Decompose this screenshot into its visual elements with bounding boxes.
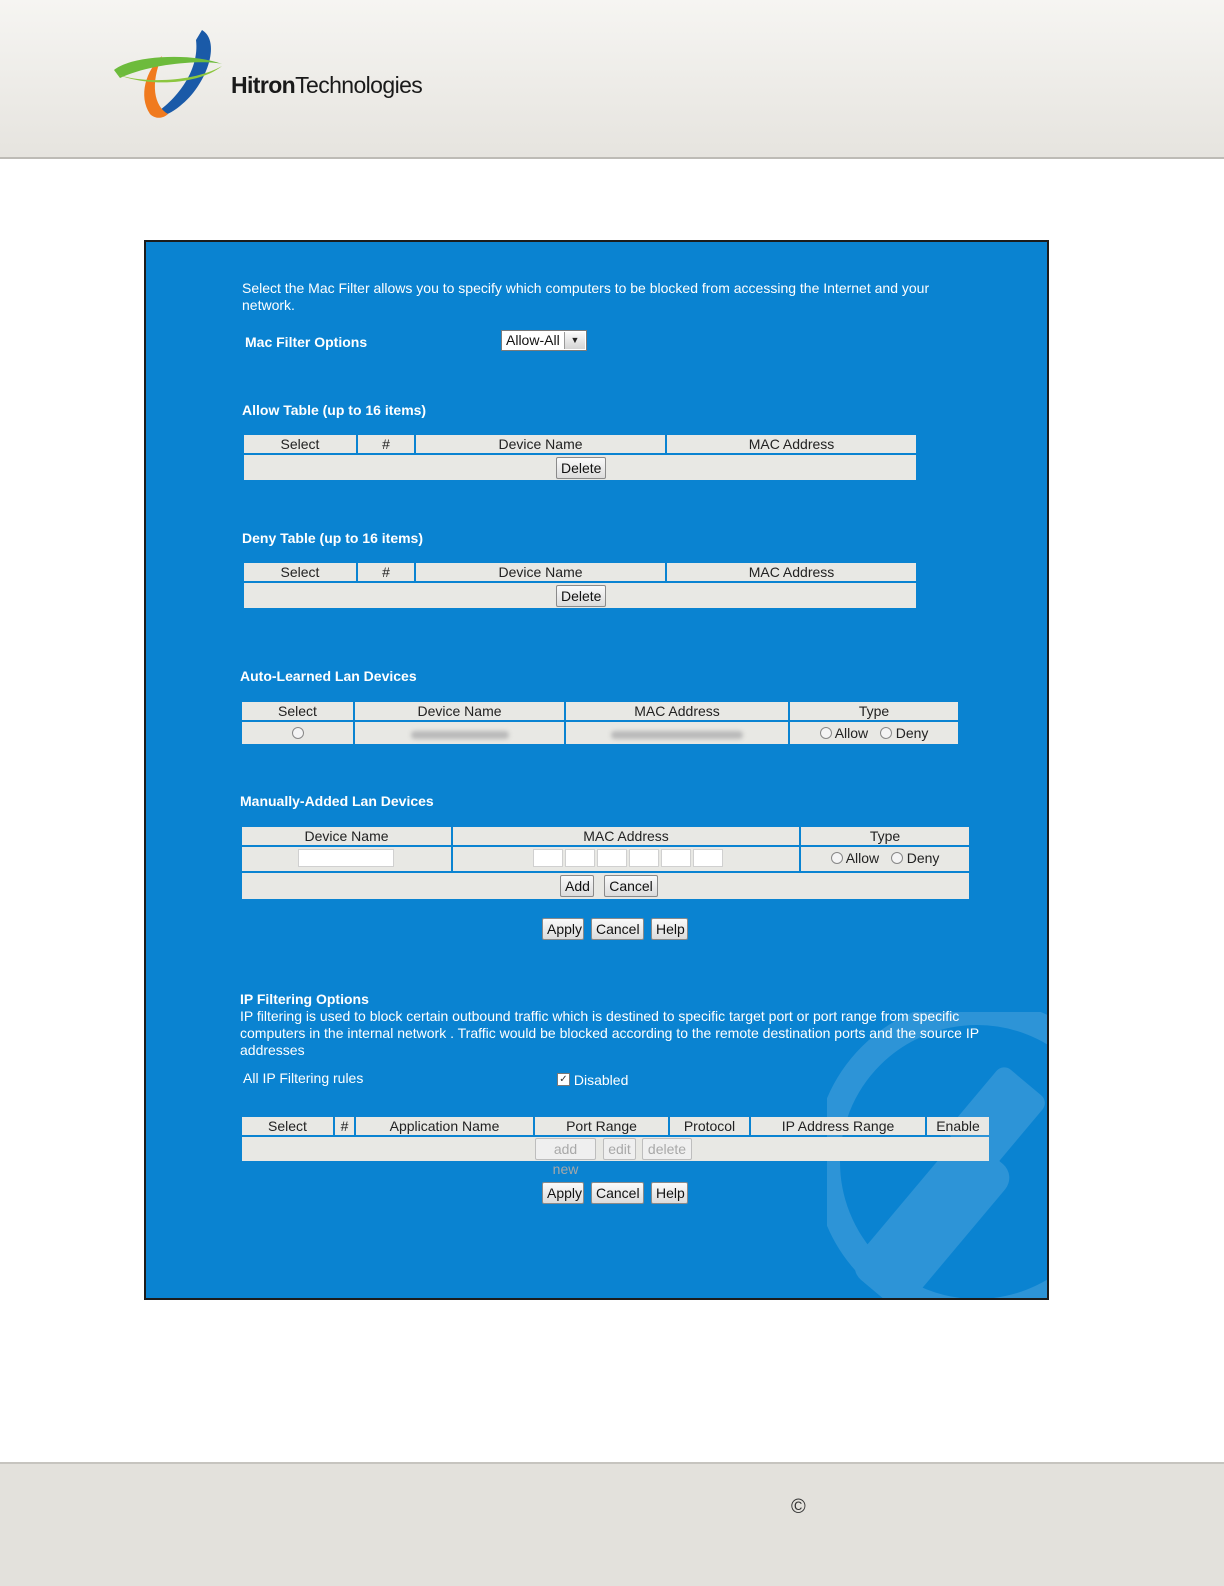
auto-allow-label: Allow (834, 725, 869, 741)
disabled-checkbox[interactable]: ✓ (557, 1073, 570, 1086)
ip-col-application-name: Application Name (356, 1117, 533, 1135)
ip-col-port-range: Port Range (535, 1117, 668, 1135)
page-header (0, 0, 1224, 159)
manual-deny-label: Deny (906, 850, 940, 866)
deny-col-device-name: Device Name (416, 563, 665, 581)
ip-actions-row (242, 1137, 989, 1177)
ip-col-select: Select (242, 1117, 333, 1135)
ip-filter-description: IP filtering is used to block certain outbound traffic which is destined to specific target port or port range from specific computers in the internal network . Traffic would be blocked according to the remote destination ports and the source IP addresses (240, 1008, 979, 1058)
manual-col-device-name: Device Name (242, 827, 451, 845)
ip-disabled-toggle[interactable] (557, 1072, 628, 1088)
manual-cancel-button[interactable]: Cancel (604, 875, 658, 897)
manual-device-name-cell (242, 847, 451, 871)
auto-device-select-radio[interactable] (292, 727, 304, 739)
deny-col-mac-address: MAC Address (667, 563, 916, 581)
mac-octet-1-input[interactable] (533, 849, 563, 867)
table-row (242, 722, 353, 744)
hitron-logo-icon (110, 26, 230, 122)
redacted-value (411, 731, 509, 739)
deny-delete-button[interactable]: Delete (556, 585, 606, 607)
page-footer (0, 1462, 1224, 1586)
allow-table-footer-row (244, 455, 916, 480)
device-name-input[interactable] (298, 849, 394, 867)
manual-actions-row (242, 873, 969, 899)
allow-col-number: # (358, 435, 414, 453)
deny-col-select: Select (244, 563, 356, 581)
auto-learned-title: Auto-Learned Lan Devices (240, 668, 417, 684)
auto-col-mac-address: MAC Address (566, 702, 788, 720)
ip-help-button[interactable]: Help (651, 1182, 688, 1204)
mac-filter-panel (144, 240, 1049, 1300)
mac-octet-5-input[interactable] (661, 849, 691, 867)
redacted-value (611, 731, 743, 739)
deny-table-footer-row (244, 583, 916, 608)
manual-title: Manually-Added Lan Devices (240, 793, 434, 809)
add-button[interactable]: Add (560, 875, 594, 897)
deny-table-title: Deny Table (up to 16 items) (242, 530, 423, 546)
ip-filter-title: IP Filtering Options (240, 991, 369, 1007)
mac-octet-2-input[interactable] (565, 849, 595, 867)
ip-col-protocol: Protocol (670, 1117, 749, 1135)
auto-device-type (790, 722, 958, 744)
disabled-label: Disabled (573, 1072, 629, 1088)
mac-cancel-button[interactable]: Cancel (591, 918, 644, 940)
allow-col-select: Select (244, 435, 356, 453)
mac-octet-6-input[interactable] (693, 849, 723, 867)
mac-filter-label: Mac Filter Options (245, 334, 368, 350)
auto-device-mac-blurred (566, 722, 788, 744)
manual-type-cell (801, 847, 969, 871)
allow-col-mac-address: MAC Address (667, 435, 916, 453)
allow-delete-button[interactable]: Delete (556, 457, 606, 479)
manual-mac-cell (453, 847, 799, 871)
manual-allow-radio[interactable] (831, 852, 843, 864)
auto-deny-radio[interactable] (880, 727, 892, 739)
chevron-down-icon[interactable]: ▼ (564, 332, 585, 349)
mac-filter-selected-value: Allow-All (506, 332, 560, 348)
auto-device-name-blurred (355, 722, 564, 744)
add-new-button[interactable]: add new (535, 1138, 596, 1160)
auto-col-type: Type (790, 702, 958, 720)
mac-filter-select[interactable] (501, 330, 587, 351)
deny-col-number: # (358, 563, 414, 581)
mac-help-button[interactable]: Help (651, 918, 688, 940)
ip-col-ip-address-range: IP Address Range (751, 1117, 925, 1135)
ip-rules-label: All IP Filtering rules (243, 1070, 364, 1086)
ip-col-number: # (335, 1117, 354, 1135)
ip-apply-button[interactable]: Apply (542, 1182, 584, 1204)
manual-col-mac-address: MAC Address (453, 827, 799, 845)
ip-col-enable: Enable (927, 1117, 989, 1135)
manual-allow-label: Allow (845, 850, 880, 866)
brand-name: HitronTechnologies (231, 72, 423, 98)
ip-cancel-button[interactable]: Cancel (591, 1182, 644, 1204)
auto-allow-radio[interactable] (820, 727, 832, 739)
auto-col-select: Select (242, 702, 353, 720)
mac-octet-3-input[interactable] (597, 849, 627, 867)
manual-deny-radio[interactable] (891, 852, 903, 864)
manual-col-type: Type (801, 827, 969, 845)
intro-text: Select the Mac Filter allows you to specify which computers to be blocked from accessing the Internet and your network. (242, 280, 930, 313)
edit-button[interactable]: edit (603, 1138, 636, 1160)
mac-apply-button[interactable]: Apply (542, 918, 584, 940)
mac-octet-4-input[interactable] (629, 849, 659, 867)
copyright-symbol: © (791, 1496, 806, 1518)
allow-table-title: Allow Table (up to 16 items) (242, 402, 427, 418)
delete-button[interactable]: delete (642, 1138, 692, 1160)
auto-col-device-name: Device Name (355, 702, 564, 720)
auto-deny-label: Deny (895, 725, 929, 741)
allow-col-device-name: Device Name (416, 435, 665, 453)
